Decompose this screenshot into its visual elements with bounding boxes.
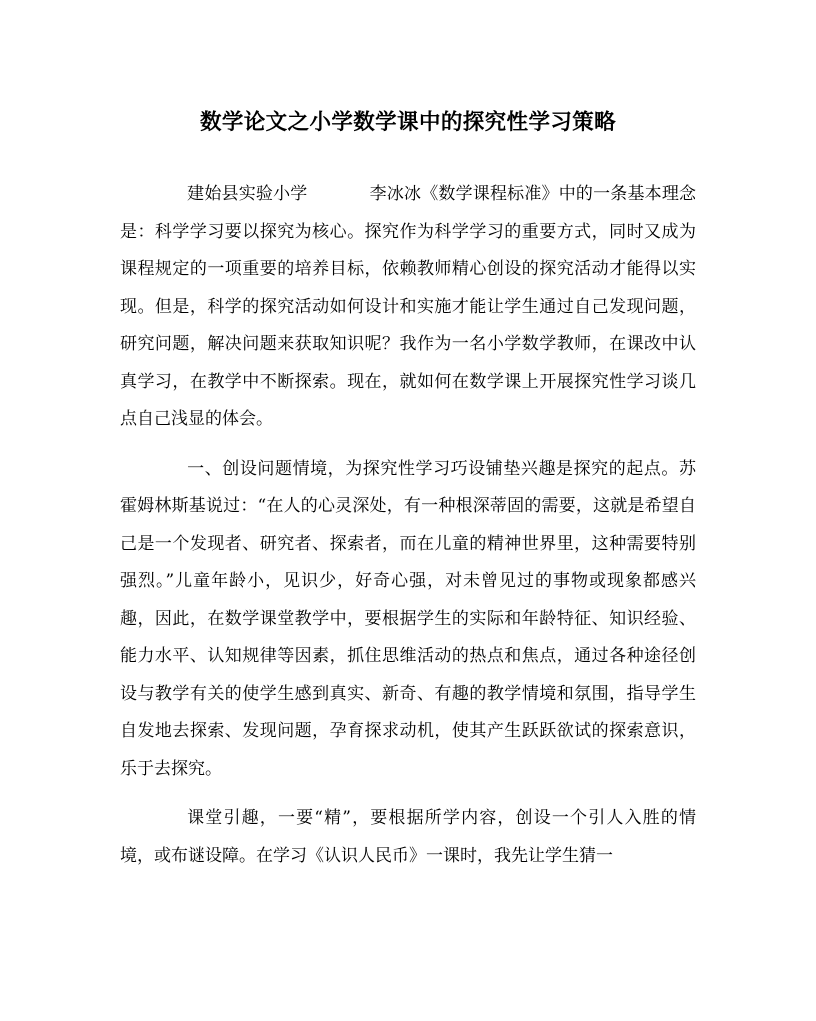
intro-paragraph	[120, 176, 696, 439]
intro-text: 李冰冰《数学课程标准》中的一条基本理念是：科学学习要以探究为核心。探究作为科学学习的重要方式，同时又成为课程规定的一项重要的培养目标，依赖教师精心创设的探究活动才能得以实现。但是，科学的探究活动如何设计和实施才能让学生通过自己发现问题，研究问题，解决问题来获取知识呢？我作为一名小学数学教师，在课改中认真学习，在教学中不断探索。现在，就如何在数学课上开展探究性学习谈几点自己浅显的体会。	[120, 184, 697, 429]
school-name: 建始县实验小学	[187, 184, 308, 204]
classroom-interest-paragraph: 课堂引趣，一要“精”，要根据所学内容，创设一个引人入胜的情境，或布谜设障。在学习《认识人民币》一课时，我先让学生猜一	[120, 808, 696, 866]
document-body	[120, 176, 696, 887]
document-title: 数学论文之小学数学课中的探究性学习策略	[199, 110, 617, 135]
section-one-paragraph: 一、创设问题情境，为探究性学习巧设铺垫兴趣是探究的起点。苏霍姆林斯基说过：“在人的心灵深处，有一种根深蒂固的需要，这就是希望自己是一个发现者、研究者、探索者，而在儿童的精神世界里，这种需要特别强烈。”儿童年龄小，见识少，好奇心强，对未曾见过的事物或现象都感兴趣，因此，在数学课堂教学中，要根据学生的实际和年龄特征、知识经验、能力水平、认知规律等因素，抓住思维活动的热点和焦点，通过各种途径创设与教学有关的使学生感到真实、新奇、有趣的教学情境和氛围，指导学生自发地去探索、发现问题，孕育探求动机，使其产生跃跃欲试的探索意识，乐于去探究。	[120, 458, 696, 779]
